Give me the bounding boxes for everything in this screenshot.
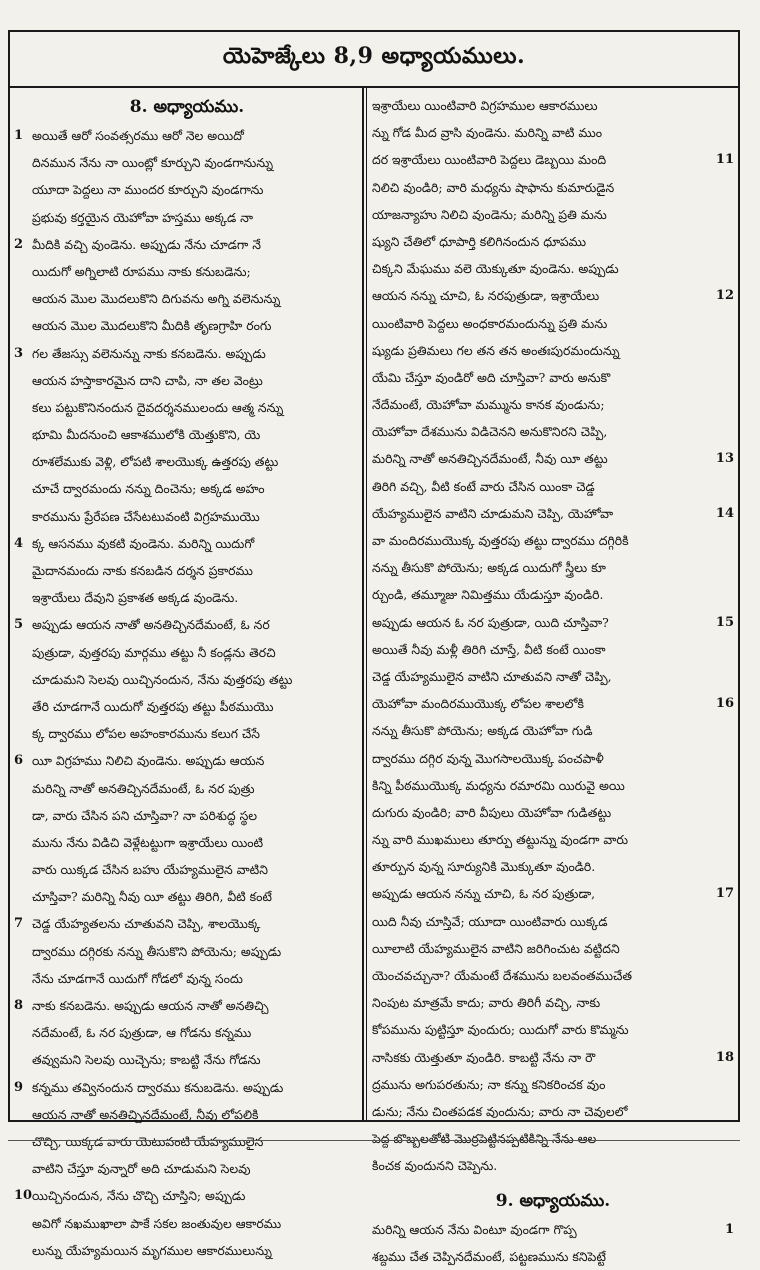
- verse-text: నన్ను తీసుకొ పోయెను; అక్కడ యిదుగో స్త్రీలు కూ: [372, 560, 606, 576]
- verse-text: కిన్ని పీఠముయొక్క మధ్యను రమారమి యిరువై అయి: [372, 777, 625, 793]
- text-line: [372, 1044, 734, 1071]
- text-line: [14, 1210, 360, 1237]
- verse-text: ఆయన నన్ను చూచి, ఓ నరపుత్రుడా, ఇశ్రాయేలు: [372, 288, 600, 304]
- verse-text: తేరి చూడగానే యిదుగో వుత్తరపు తట్టు పీఠముయొ: [32, 698, 274, 714]
- text-line: [14, 1019, 360, 1046]
- verse-text: నేదేమంటే, యెహోవా మమ్మును కానక వుండును;: [372, 397, 605, 413]
- text-line: [14, 475, 360, 502]
- text-line: [372, 663, 734, 690]
- verse-text: చూస్తివా? మరిన్ని నీవు యీ తట్టు తిరిగి, వీటి కంటే: [32, 889, 272, 905]
- verse-text: నింపుట మాత్రమే కాదు; వారు తిరిగీ వచ్చి, నాకు: [372, 995, 601, 1011]
- verse-text: ఆయన మొల మొదలుకొని మీదికి తృణగ్రాహి రంగు: [32, 318, 272, 334]
- verse-text: ష్యుడు ప్రతిమలు గల తన తన అంతఃపురమందున్ను: [372, 342, 620, 358]
- verse-text: కలు పట్టుకొనినందున దైవదర్శనములందు ఆత్మ నన్ను: [32, 399, 284, 415]
- page-header: [8, 30, 740, 88]
- text-line: [372, 255, 734, 282]
- verse-text: దుగురు వుండిరి; వారి వీపులు యెహోవా గుడితట్టు: [372, 804, 612, 820]
- verse-text: డా, వారు చేసిన పని చూస్తివా? నా పరిశుద్ధ స్థల: [32, 807, 258, 823]
- verse-number: 12: [715, 288, 734, 304]
- text-line: [14, 747, 360, 774]
- text-line: [372, 962, 734, 989]
- text-line: [14, 122, 360, 149]
- verse-number: 4: [14, 535, 24, 551]
- verse-text: పెద్ద బొబ్బలతోటి మొర్రపెట్టినప్పటికిన్ని నేను ఆల: [372, 1131, 597, 1147]
- column-divider: [362, 88, 364, 1122]
- verse-text: అయితే ఆరో సంవత్సరము ఆరో నెల అయిదో: [32, 128, 244, 143]
- text-line: [14, 693, 360, 720]
- text-line: [372, 1152, 734, 1179]
- verse-text: ద్వారము దగ్గిరకు నన్ను తీసుకొని పోయెను; అప్పుడు: [32, 943, 282, 959]
- verse-text: చెడ్డ యేహ్యతలను చూతువని చెప్పి, శాలయొక్క: [32, 916, 261, 932]
- verse-number: 14: [715, 505, 734, 521]
- verse-text: భూమి మీదనుంచి ఆకాశములోకి యెత్తుకొని, యె: [32, 427, 261, 443]
- verse-text: యెహోవా మందిరముయొక్క లోపల శాలలోకి: [372, 696, 584, 712]
- verse-text: దినమున నేను నా యింట్లో కూర్చుని వుండగానున్ను: [32, 155, 273, 171]
- text-line: [372, 201, 734, 228]
- text-line: [372, 337, 734, 364]
- verse-text: డును; నేను చింతపడక వుందును; వారు నా చెవులలో: [372, 1103, 628, 1119]
- verse-text: యెహోవా దేశమును విడిచెనని అనుకొనిరని చెప్పి,: [372, 424, 608, 440]
- text-line: [372, 310, 734, 337]
- verse-number: 16: [715, 696, 734, 712]
- verse-number: 1: [14, 128, 24, 143]
- verse-text: న్ను వారి ముఖములు తూర్పు తట్టున్ను వుండగా వారు: [372, 832, 629, 848]
- text-line: [14, 285, 360, 312]
- verse-text: యీ విగ్రహము నిలిచి వుండెను. అప్పుడు ఆయన: [32, 753, 265, 769]
- verse-text: చెడ్డ యేహ్యములైన వాటిని చూతువని నాతో చెప్పి,: [372, 668, 612, 684]
- text-line: [372, 609, 734, 636]
- verse-text: యిది నీవు చూస్తివే; యూదా యింటివారు యిక్కడ: [372, 913, 608, 929]
- verse-text: మీదికి వచ్చి వుండెను. అప్పుడు నేను చూడగా నే: [32, 236, 261, 252]
- text-line: [14, 666, 360, 693]
- text-line: [14, 1155, 360, 1182]
- text-line: [372, 473, 734, 500]
- verse-text: మరిన్ని ఆయన నేను వింటూ వుండగా గొప్ప: [372, 1221, 577, 1237]
- text-line: [372, 527, 734, 554]
- text-line: [372, 826, 734, 853]
- text-line: [14, 584, 360, 611]
- verse-text: నేను చూడగానే యిదుగో గోడలో వున్న సందు: [32, 970, 243, 986]
- text-line: [372, 228, 734, 255]
- bottom-rule: [8, 1140, 740, 1141]
- verse-text: యూదా పెద్దలు నా ముందర కూర్చుని వుండగాను: [32, 182, 264, 198]
- text-line: [14, 1046, 360, 1073]
- verse-text: మరిన్ని నాతో అనతిచ్చినదేమంటే, నీవు యీ తట్టు: [372, 451, 608, 467]
- verse-text: అప్పుడు ఆయన ఓ నర పుత్రుడా, యిది చూస్తివా?: [372, 614, 609, 630]
- verse-number: 13: [715, 451, 734, 467]
- text-line: [372, 989, 734, 1016]
- verse-text: తవ్వుమని సెలవు యిచ్చెను; కాబట్టి నేను గోడను: [32, 1052, 261, 1068]
- verse-text: కారమును ప్రేరేపణ చేసేటటువంటి విగ్రహముయొ: [32, 508, 260, 524]
- verse-number: 11: [715, 152, 734, 168]
- verse-text: ఇశ్రాయేలు యింటివారి విగ్రహముల ఆకారములు: [372, 98, 598, 113]
- verse-text: న్ను గోడ మీద వ్రాసి వుండెను. మరిన్ని వాటి ముం: [372, 125, 603, 141]
- verse-text: దర ఇశ్రాయేలు యింటివారి పెద్దలు డెబ్బయి మంది: [372, 152, 607, 168]
- text-line: [372, 880, 734, 907]
- text-line: [372, 908, 734, 935]
- verse-text: తిరిగి వచ్చి, వీటి కంటే వారు చేసిన యింకా చెడ్డ: [372, 478, 595, 494]
- text-line: [14, 1237, 360, 1264]
- verse-number: 7: [14, 916, 24, 932]
- verse-text: చూచే ద్వారమందు నన్ను దించెను; అక్కడ అహం: [32, 481, 265, 497]
- text-line: [14, 421, 360, 448]
- verse-text: యిచ్చినందున, నేను చొచ్చి చూస్తిని; అప్పుడు: [32, 1188, 246, 1204]
- verse-number: 2: [14, 236, 24, 252]
- verse-text: యింటివారి పెద్దలు అంధకారమందున్ను ప్రతి మను: [372, 315, 608, 331]
- verse-text: యేమి చేస్తూ వుండిరో అది చూస్తివా? వారు అనుకొ: [372, 369, 611, 385]
- text-line: [372, 799, 734, 826]
- text-line: [14, 312, 360, 339]
- text-line: [14, 910, 360, 937]
- verse-text: ఆయన హస్తాకారమైన దాని చాపి, నా తల వెంట్రు: [32, 372, 263, 388]
- text-line: [372, 92, 734, 119]
- text-line: [372, 554, 734, 581]
- right-column: [372, 92, 734, 1270]
- verse-text: క్క ఆసనము వుకటి వుండెను. మరిన్ని యిదుగో: [32, 535, 255, 551]
- text-line: [14, 856, 360, 883]
- text-line: [372, 1016, 734, 1043]
- text-line: [14, 1128, 360, 1155]
- text-line: [14, 1101, 360, 1128]
- verse-text: యాజన్యాహు నిలిచి వుండెను; మరిన్ని ప్రతి మను: [372, 206, 607, 222]
- verse-text: ప్రభువు కర్తయైన యెహోవా హస్తము అక్కడ నా: [32, 209, 254, 225]
- verse-text: నాకు కనబడెను. అప్పుడు ఆయన నాతో అనతిచ్చి: [32, 998, 269, 1013]
- text-line: [372, 1125, 734, 1152]
- verse-text: తూర్పున వున్న సూర్యునికి మొక్కుతూ వుండిరి.: [372, 859, 596, 875]
- text-line: [14, 720, 360, 747]
- verse-number: 3: [14, 345, 24, 361]
- text-line: [372, 1098, 734, 1125]
- verse-text: మైదానమందు నాకు కనబడిన దర్శన ప్రకారము: [32, 563, 253, 578]
- verse-text: అయితే నీవు మళ్లీ తిరిగి చూస్తే, వీటి కంటే యింకా: [372, 641, 606, 657]
- text-line: [14, 503, 360, 530]
- text-line: [14, 965, 360, 992]
- text-line: [14, 938, 360, 965]
- verse-text: వారు యిక్కడ చేసిన బహు యేహ్యములైన వాటిని: [32, 862, 268, 878]
- verse-text: ష్యుని చేతిలో ధూపార్తి కలిగినందున ధూపము: [372, 233, 587, 249]
- text-line: [372, 445, 734, 472]
- text-line: [14, 530, 360, 557]
- verse-text: కన్నము తవ్వినందున ద్వారము కనుబడెను. అప్పుడు: [32, 1079, 284, 1095]
- verse-text: పుత్రుడా, వుత్తరపు మార్గము తట్టు నీ కండ్లను తెరచి: [32, 644, 276, 660]
- text-line: [372, 1216, 734, 1243]
- text-line: [372, 853, 734, 880]
- verse-text: నాసికకు యెత్తుతూ వుండిరి. కాబట్టి నేను నా రౌ: [372, 1049, 596, 1065]
- text-line: [14, 1074, 360, 1101]
- verse-number: 9: [14, 1079, 24, 1095]
- text-line: [14, 557, 360, 584]
- page-title: యెహెజ్కేలు 8,9 అధ్యాయములు.: [222, 42, 526, 69]
- text-line: [14, 176, 360, 203]
- verse-text: ద్వారము దగ్గిర వున్న మొగసాలయొక్క పంచపాళీ: [372, 750, 604, 766]
- verse-text: చొచ్చి, యిక్కడ వారు యెటువంటి యేహ్యములైన: [32, 1133, 264, 1149]
- text-line: [372, 119, 734, 146]
- verse-text: కోపమును పుట్టిస్తూ వుందురు; యిదుగో వారు కొమ్మను: [372, 1022, 629, 1038]
- right-column-text-chapter-9: [372, 1216, 734, 1270]
- text-line: [14, 1182, 360, 1209]
- text-line: [372, 364, 734, 391]
- verse-number: 17: [715, 886, 734, 902]
- text-line: [14, 394, 360, 421]
- text-line: [14, 340, 360, 367]
- verse-number: 5: [14, 617, 24, 633]
- verse-text: వా మందిరముయొక్క వుత్తరపు తట్టు ద్వారము దగ్గిరికి: [372, 533, 629, 548]
- verse-number: 8: [14, 998, 24, 1013]
- verse-text: కించక వుందునని చెప్పెను.: [372, 1158, 498, 1174]
- verse-text: మరిన్ని నాతో అనతిచ్చినదేమంటే, ఓ నర పుత్రు: [32, 780, 255, 796]
- verse-text: యిదుగో అగ్నిలాటి రూపము నాకు కనుబడెను;: [32, 263, 251, 279]
- text-line: [14, 149, 360, 176]
- text-line: [372, 690, 734, 717]
- verse-number: 18: [715, 1049, 734, 1065]
- verse-number: 1: [724, 1221, 734, 1237]
- text-line: [372, 1243, 734, 1270]
- verse-text: నదేమంటే, ఓ నర పుత్రుడా, ఆ గోడను కన్నము: [32, 1025, 252, 1041]
- text-line: [372, 146, 734, 173]
- column-divider-inner: [366, 88, 367, 1122]
- verse-text: యేహ్యములైన వాటిని చూడుమని చెప్పి, యెహోవా: [372, 505, 614, 521]
- text-line: [14, 883, 360, 910]
- text-line: [372, 418, 734, 445]
- text-line: [372, 745, 734, 772]
- text-line: [14, 204, 360, 231]
- right-column-text: [372, 92, 734, 1180]
- text-line: [14, 258, 360, 285]
- verse-text: అవిగో నఖముఖాలా పాకే సకల జంతువుల ఆకారము: [32, 1215, 282, 1231]
- text-line: [14, 231, 360, 258]
- chapter-heading-8: 8. అధ్యాయము.: [129, 97, 245, 117]
- verse-text: అప్పుడు ఆయన నాతో అనతిచ్చినదేమంటే, ఓ నర: [32, 617, 270, 633]
- verse-text: ర్చుండి, తమ్మూజు నిమిత్తము యేడుస్తూ వుండిరి.: [372, 587, 604, 603]
- verse-text: నన్ను తీసుకొ పోయెను; అక్కడ యెహోవా గుడి: [372, 723, 593, 739]
- text-line: [372, 717, 734, 744]
- text-line: [372, 1071, 734, 1098]
- text-line: [14, 611, 360, 638]
- verse-text: గల తేజస్సు వలెనున్ను నాకు కనబడెను. అప్పుడు: [32, 345, 266, 361]
- verse-text: చిక్కని మేఘము వలె యెక్కుతూ వుండెను. అప్పుడు: [372, 261, 619, 277]
- verse-number: 10: [14, 1188, 33, 1204]
- text-line: [372, 174, 734, 201]
- verse-text: నిలిచి వుండిరి; వారి మధ్యను షాఫాను కుమారుడైన: [372, 179, 615, 195]
- verse-text: లున్ను యేహ్యమయిన మృగముల ఆకారములున్ను: [32, 1242, 272, 1258]
- text-line: [372, 282, 734, 309]
- text-line: [372, 500, 734, 527]
- text-line: [14, 367, 360, 394]
- verse-text: యీలాటి యేహ్యములైన వాటిని జరిగించుట వట్టిదని: [372, 940, 620, 956]
- verse-text: మును నేను విడిచి వెళ్లేటట్టుగా ఇశ్రాయేలు యింటి: [32, 834, 264, 850]
- text-line: [14, 992, 360, 1019]
- left-column-text: [14, 122, 360, 1264]
- text-line: [14, 775, 360, 802]
- text-line: [372, 391, 734, 418]
- verse-text: రూశలేముకు వెళ్లి, లోపటి శాలయొక్క ఉత్తరపు తట్టు: [32, 454, 279, 470]
- text-line: [372, 772, 734, 799]
- text-line: [372, 636, 734, 663]
- text-line: [14, 829, 360, 856]
- verse-text: వాటిని చేస్తూ వున్నారో అది చూడుమని సెలవు: [32, 1161, 251, 1177]
- verse-text: శబ్దము చేత చెప్పినదేమంటే, పట్టణమును కనిపెట్టే: [372, 1248, 606, 1264]
- verse-number: 6: [14, 753, 24, 769]
- verse-text: ద్రమును అగుపరతును; నా కన్ను కనికరించక వుం: [372, 1076, 606, 1092]
- verse-text: చూడుమని సెలవు యిచ్చినందున, నేను వుత్తరపు తట్టు: [32, 671, 293, 687]
- verse-text: క్క ద్వారము లోపల అహంకారమును కలుగ చేసే: [32, 726, 261, 742]
- verse-text: ఆయన మొల మొదలుకొని దిగువను అగ్ని వలెనున్ను: [32, 291, 281, 307]
- text-line: [372, 935, 734, 962]
- verse-number: 15: [715, 614, 734, 630]
- chapter-heading-9: 9. అధ్యాయము.: [495, 1190, 611, 1211]
- verse-text: ఇశ్రాయేలు దేవుని ప్రకాశత అక్కడ వుండెను.: [32, 590, 239, 606]
- text-line: [14, 639, 360, 666]
- left-column: [14, 92, 360, 1264]
- verse-text: అప్పుడు ఆయన నన్ను చూచి, ఓ నర పుత్రుడా,: [372, 886, 596, 902]
- text-line: [372, 581, 734, 608]
- verse-text: యెంచవచ్చునా? యేమంటే దేశమును బలవంతముచేత: [372, 968, 633, 983]
- text-line: [14, 448, 360, 475]
- text-line: [14, 802, 360, 829]
- verse-text: ఆయన నాతో అనతిచ్చినదేమంటే, నీవు లోపలికి: [32, 1106, 259, 1122]
